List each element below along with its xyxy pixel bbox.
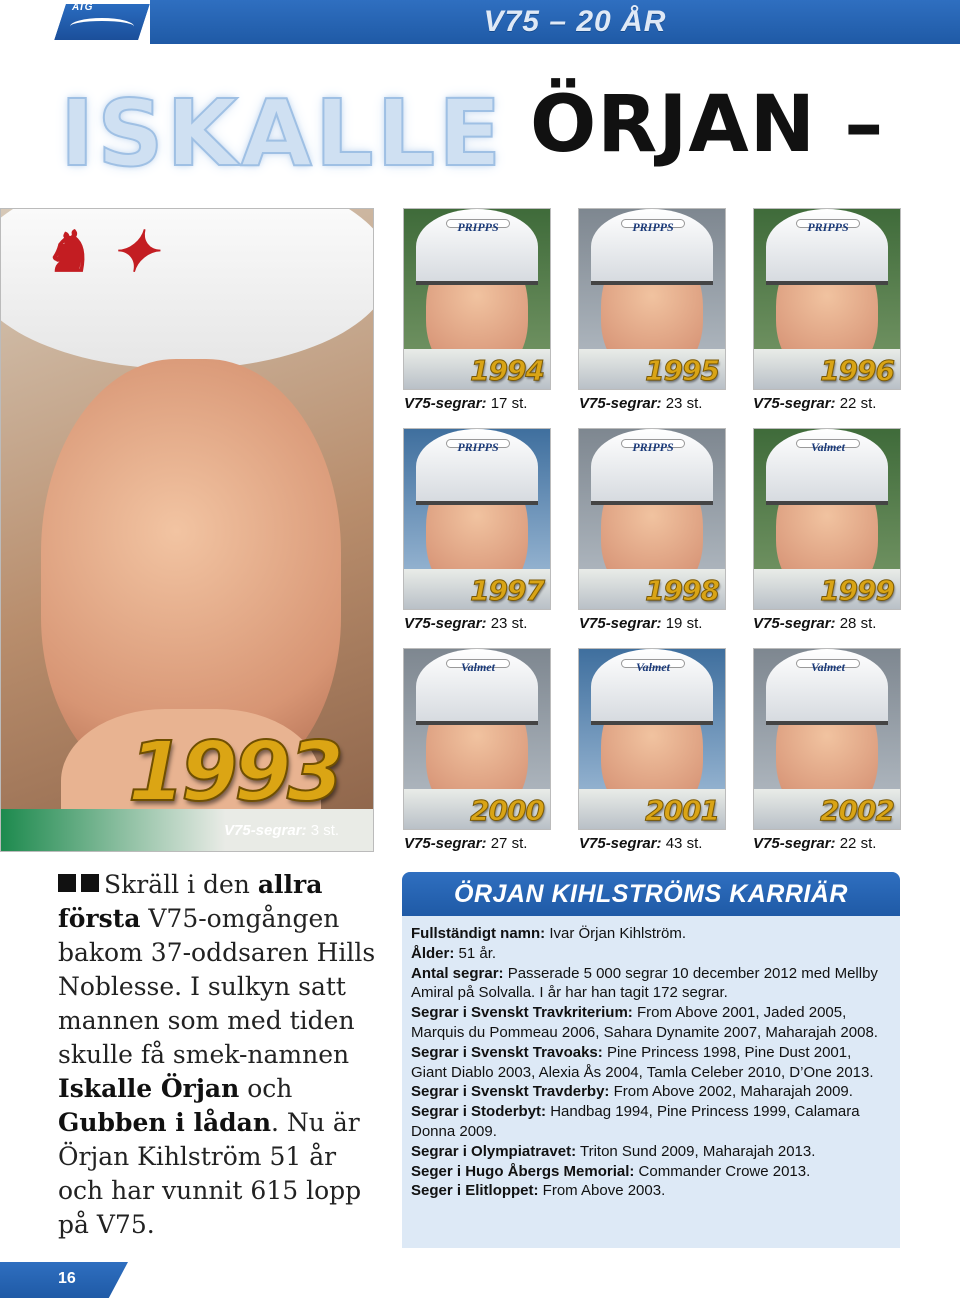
- headline-orjan: ÖRJAN –: [530, 80, 885, 170]
- photo-year: 2001: [645, 794, 719, 827]
- photo-2002: [753, 648, 901, 830]
- photo-caption: V75-segrar: 19 st.: [579, 615, 703, 632]
- career-title: ÖRJAN KIHLSTRÖMS KARRIÄR: [402, 872, 900, 916]
- helmet-sponsor: Valmet: [796, 659, 859, 668]
- career-item: Segrar i Svenskt Travderby: From Above 2002, Maharajah 2009.: [411, 1083, 853, 1101]
- career-item: Ålder: 51 år.: [411, 944, 497, 962]
- photo-year: 1995: [645, 354, 719, 387]
- helmet-illustration: [591, 209, 714, 285]
- photo-caption: V75-segrar: 43 st.: [579, 835, 703, 852]
- photo-year: 2002: [820, 794, 894, 827]
- photo-caption: V75-segrar: 22 st.: [753, 395, 877, 412]
- helmet-illustration: [766, 649, 889, 725]
- career-item: Segrar i Stoderbyt: Handbag 1994, Pine Princess 1999, Calamara Donna 2009.: [411, 1103, 860, 1140]
- career-item: Antal segrar: Passerade 5 000 segrar 10 december 2012 med Mellby Amiral på Solvalla. I år har han tagit 172 segrar.: [411, 964, 878, 1002]
- main-photo-year: 1993: [128, 725, 341, 820]
- helmet-sponsor: PRIPPS: [621, 219, 684, 228]
- career-item: Seger i Elitloppet: From Above 2003.: [411, 1182, 666, 1200]
- logo-text: ATG: [72, 2, 93, 13]
- bullet-square-icon: [58, 874, 76, 892]
- section-band: [150, 0, 960, 44]
- photo-1994: [403, 208, 551, 390]
- photo-caption: V75-segrar: 23 st.: [404, 615, 528, 632]
- photo-2000: [403, 648, 551, 830]
- page-number: 16: [58, 1270, 76, 1287]
- career-list: [402, 916, 900, 1201]
- photo-caption: V75-segrar: 22 st.: [753, 835, 877, 852]
- photo-1995: [578, 208, 726, 390]
- helmet-sponsor: PRIPPS: [621, 439, 684, 448]
- photo-1996: [753, 208, 901, 390]
- helmet-illustration: [416, 649, 539, 725]
- main-photo-caption: V75-segrar: 3 st.: [224, 822, 340, 839]
- helmet-illustration: [416, 209, 539, 285]
- photo-year: 1994: [470, 354, 544, 387]
- helmet-logo-icon: ♞ ✦: [41, 219, 158, 285]
- helmet-illustration: [591, 649, 714, 725]
- helmet-illustration: [591, 429, 714, 505]
- photo-caption: V75-segrar: 23 st.: [579, 395, 703, 412]
- career-box: [402, 872, 900, 1248]
- headline: [60, 76, 940, 187]
- photo-caption: V75-segrar: 28 st.: [753, 615, 877, 632]
- helmet-illustration: [416, 429, 539, 505]
- section-title: V75 – 20 ÅR: [483, 5, 667, 38]
- photo-1999: [753, 428, 901, 610]
- career-item: Seger i Hugo Åbergs Memorial: Commander Crowe 2013.: [411, 1162, 811, 1180]
- photo-year: 1996: [820, 354, 894, 387]
- helmet-illustration: [766, 429, 889, 505]
- helmet-sponsor: PRIPPS: [796, 219, 859, 228]
- career-item: Fullständigt namn: Ivar Örjan Kihlström.: [411, 925, 687, 942]
- helmet-illustration: [766, 209, 889, 285]
- intro-text: Skräll i den allra första V75-omgången bakom 37-oddsaren Hills Noblesse. I sulkyn satt mannen som med tiden skulle få smek-namnen Iskalle Örjan och Gubben i lådan. Nu är Örjan Kihlström 51 år och har vunnit 615 lopp på V75.: [58, 870, 376, 1239]
- career-item: Segrar i Svenskt Travkriterium: From Above 2001, Jaded 2005, Marquis du Pommeau 2006, Sahara Dynamite 2007, Maharajah 2008.: [411, 1004, 878, 1041]
- photo-2001: [578, 648, 726, 830]
- helmet-sponsor: PRIPPS: [446, 219, 509, 228]
- photo-caption: V75-segrar: 17 st.: [404, 395, 528, 412]
- photo-year: 1997: [470, 574, 544, 607]
- bullet-square-icon: [81, 874, 99, 892]
- photo-caption: V75-segrar: 27 st.: [404, 835, 528, 852]
- photo-year: 1999: [820, 574, 894, 607]
- headline-iskalle: ISKALLE: [60, 80, 505, 187]
- helmet-sponsor: PRIPPS: [446, 439, 509, 448]
- helmet-sponsor: Valmet: [621, 659, 684, 668]
- logo-swoosh-icon: [70, 18, 134, 35]
- photo-1998: [578, 428, 726, 610]
- helmet-sponsor: Valmet: [796, 439, 859, 448]
- helmet-sponsor: Valmet: [446, 659, 509, 668]
- header-bar: [0, 0, 960, 44]
- photo-year: 2000: [470, 794, 544, 827]
- career-item: Segrar i Svenskt Travoaks: Pine Princess 1998, Pine Dust 2001, Giant Diablo 2003, Alexia Ås 2004, Tamla Celeber 2010, D’One 2013.: [411, 1043, 874, 1081]
- photo-1997: [403, 428, 551, 610]
- photo-year: 1998: [645, 574, 719, 607]
- career-item: Segrar i Olympiatravet: Triton Sund 2009, Maharajah 2013.: [411, 1142, 816, 1160]
- page-number-tab: [0, 1262, 130, 1298]
